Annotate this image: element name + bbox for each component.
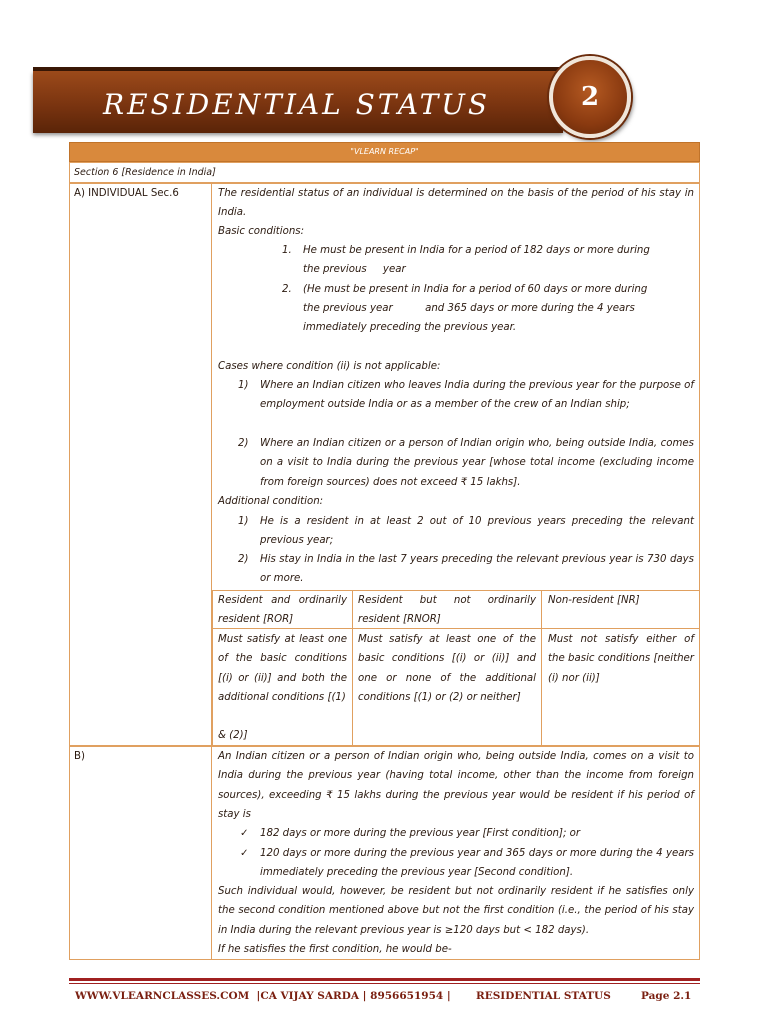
- section-b-label: B): [74, 751, 85, 762]
- basic-condition-text: the previous year and 365 days or more during the 4 years: [303, 303, 635, 314]
- section-b-intro: An Indian citizen or a person of Indian origin who, being outside India, comes on a visit to India during the previous year (having total income, other than the income from foreign sources), exceeding ₹ 15 lakhs during the previous year would be resident if his period of stay is: [218, 751, 694, 820]
- additional-condition-heading: Additional condition:: [218, 496, 324, 507]
- footer-contact: WWW.VLEARNCLASSES.COM |CA VIJAY SARDA | 8956651954 |: [75, 990, 451, 1002]
- check-item-text: 120 days or more during the previous year and 365 days or more during the 4 years immediately preceding the previous year [Second condition].: [260, 848, 694, 879]
- additional-condition-text: His stay in India in the last 7 years preceding the relevant previous year is 730 days or more.: [260, 554, 694, 585]
- basic-condition-number: 1.: [282, 245, 292, 256]
- basic-condition-text: (He must be present in India for a period of 60 days or more during: [303, 284, 648, 295]
- status-col-divider: [541, 590, 542, 746]
- basic-conditions-heading: Basic conditions:: [218, 226, 305, 237]
- status-header-nr: Non-resident [NR]: [548, 595, 640, 606]
- cases-heading: Cases where condition (ii) is not applicable:: [218, 361, 441, 372]
- basic-condition-text: He must be present in India for a period of 182 days or more during: [303, 245, 650, 256]
- individual-label-column: [69, 183, 212, 746]
- status-rule-nr: Must not satisfy either of the basic conditions [neither (i) nor (ii)]: [548, 634, 694, 684]
- individual-label: A) INDIVIDUAL Sec.6: [74, 188, 179, 199]
- status-rule-ror: Must satisfy at least one of the basic conditions [(i) or (ii)] and both the additional conditions [(1): [218, 634, 347, 703]
- basic-condition-text: the previous year: [303, 264, 406, 275]
- additional-condition-number: 2): [238, 554, 249, 565]
- chapter-title: RESIDENTIAL STATUS: [103, 88, 491, 121]
- footer-rule-thin: [69, 983, 700, 984]
- section-heading: Section 6 [Residence in India]: [74, 167, 216, 178]
- basic-condition-number: 2.: [282, 284, 292, 295]
- section-b-last-line: If he satisfies the first condition, he would be-: [218, 944, 452, 955]
- status-header-rnor: Resident but not ordinarily resident [RNOR]: [358, 595, 536, 626]
- status-rule-ror-end: & (2)]: [218, 730, 248, 741]
- footer-rule-thick: [69, 978, 700, 981]
- chapter-number-badge: [549, 56, 631, 138]
- check-icon: ✓: [240, 828, 249, 839]
- case-text: Where an Indian citizen or a person of Indian origin who, being outside India, comes on a visit to India during the previous year [whose total income (excluding income from foreign sources) does not exceed ₹ 15 lakhs].: [260, 438, 694, 488]
- check-icon: ✓: [240, 848, 249, 859]
- chapter-number: 2: [580, 82, 600, 112]
- status-col-divider: [352, 590, 353, 746]
- individual-intro: The residential status of an individual is determined on the basis of the period of his stay in India.: [218, 188, 694, 219]
- check-item-text: 182 days or more during the previous year [First condition]; or: [260, 828, 581, 839]
- status-header-ror: Resident and ordinarily resident [ROR]: [218, 595, 347, 626]
- footer-page: Page 2.1: [641, 990, 692, 1002]
- case-text: Where an Indian citizen who leaves India during the previous year for the purpose of employment outside India or as a member of the crew of an Indian ship;: [260, 380, 694, 411]
- basic-condition-text: immediately preceding the previous year.: [303, 322, 517, 333]
- additional-condition-number: 1): [238, 516, 249, 527]
- section-b-paragraph: Such individual would, however, be resident but not ordinarily resident if he satisfies only the second condition mentioned above but not the first condition (i.e., the period of his stay in India during the relevant previous year is ≥120 days but < 182 days).: [218, 886, 694, 936]
- section-b-label-column: [69, 746, 212, 960]
- footer-chapter: RESIDENTIAL STATUS: [476, 990, 611, 1002]
- case-number: 1): [238, 380, 249, 391]
- additional-condition-text: He is a resident in at least 2 out of 10 previous years preceding the relevant previous year;: [260, 516, 694, 547]
- status-rule-rnor: Must satisfy at least one of the basic conditions [(i) or (ii)] and one or none of the additional conditions [(1) or (2) or neither]: [358, 634, 536, 703]
- case-number: 2): [238, 438, 249, 449]
- recap-banner: "VLEARN RECAP": [69, 142, 700, 162]
